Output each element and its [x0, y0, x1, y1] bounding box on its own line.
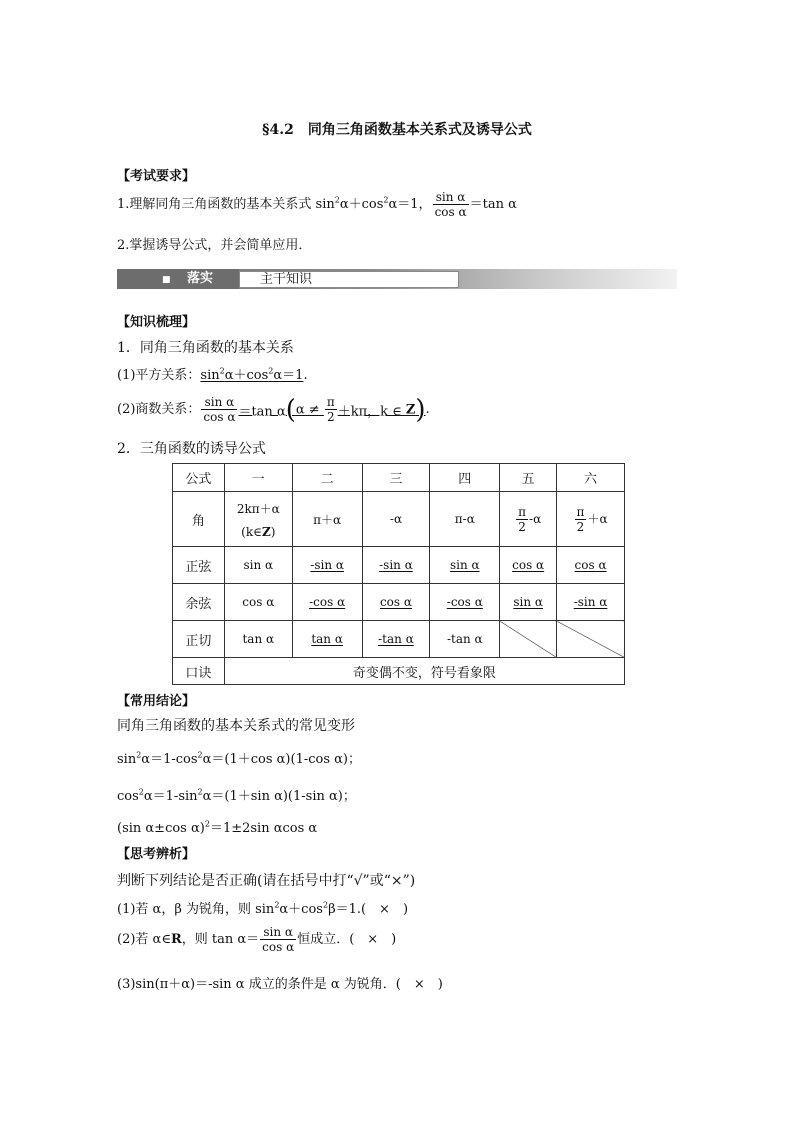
fraction-numerator: sin α	[433, 190, 469, 205]
quotient-relation-answer	[200, 395, 425, 425]
left-paren: (	[285, 394, 296, 425]
quotient-relation-label: (2)商数关系：	[117, 402, 201, 417]
header-cell: 五	[500, 464, 557, 492]
formula-3: (sin α±cos α)$^2$＝1±2sin αcos α	[117, 819, 318, 836]
header-cell: 六	[557, 464, 625, 492]
header-cell: 二	[292, 464, 362, 492]
table-cell: -sin α	[362, 547, 430, 584]
period: .	[425, 402, 430, 417]
table-cell: -sin α	[557, 584, 625, 621]
angle-tail: ＋α	[587, 511, 608, 526]
question-1: (1)若 α，β 为锐角，则 $\sin^2\alpha+\cos^2\beta=1$.( × )	[117, 900, 409, 917]
knowledge-heading: 【知识梳理】	[117, 315, 196, 330]
quotient-fraction	[201, 395, 237, 424]
pi-over-2-fraction	[516, 505, 528, 534]
integer-set-symbol: Z	[405, 402, 416, 417]
table-cell: tan α	[292, 621, 362, 658]
equals-tan: ＝tan α	[238, 404, 286, 419]
fraction-numerator: π	[326, 395, 335, 409]
table-cell: cos α	[557, 547, 625, 584]
empty-diagonal-cell	[500, 621, 557, 658]
row-label: 余弦	[173, 584, 225, 621]
exam-item-1-text: 1.理解同角三角函数的基本关系式 $\sin^2\alpha+\cos^2\alpha=1$，	[117, 195, 432, 212]
table-row-mnemonic	[173, 658, 625, 685]
square-relation-label: (1)平方关系：	[117, 368, 201, 383]
cond-close: )	[270, 524, 276, 539]
condition-text: α ≠	[295, 402, 324, 417]
question-2-text-2: ，则 tan α＝	[181, 932, 260, 947]
question-3: (3)sin(π＋α)＝-sin α 成立的条件是 α 为锐角．( × )	[117, 977, 443, 992]
angle-tail: -α	[529, 511, 542, 526]
sin-over-cos-fraction	[260, 925, 296, 954]
pi-over-2-fraction	[575, 505, 587, 534]
think-heading: 【思考辨析】	[117, 847, 196, 862]
think-intro: 判断下列结论是否正确(请在括号中打“√”或“×”)	[117, 873, 416, 889]
sin-over-cos-fraction	[433, 190, 469, 219]
banner-label-left: 落实	[187, 271, 214, 286]
header-cell: 四	[430, 464, 500, 492]
fraction-denominator: 2	[576, 519, 585, 534]
header-cell: 一	[224, 464, 292, 492]
pi-over-2-fraction	[325, 395, 337, 424]
common-conclusions-heading: 【常用结论】	[117, 694, 196, 709]
table-cell	[557, 492, 625, 547]
banner-label-right: 主干知识	[260, 272, 313, 287]
fraction-denominator: 2	[326, 410, 335, 424]
row-label: 口诀	[173, 658, 225, 685]
section-banner	[117, 269, 677, 289]
integer-set-symbol: Z	[261, 524, 271, 539]
table-header-row	[173, 464, 625, 492]
formula-1: $\sin^2\alpha=1-\cos^2\alpha=(1+\cos$ α)(1-cos α)；	[117, 750, 362, 767]
fraction-numerator: sin α	[260, 925, 296, 940]
fraction-denominator: 2	[518, 519, 526, 534]
fraction-denominator: cos α	[203, 410, 236, 424]
page-title: §4.2 同角三角函数基本关系式及诱导公式	[262, 122, 532, 138]
row-label: 角	[173, 492, 225, 547]
right-paren: )	[415, 394, 426, 425]
table-cell: -tan α	[362, 621, 430, 658]
table-cell: sin α	[430, 547, 500, 584]
table-row-sine	[173, 547, 625, 584]
square-relation	[117, 364, 308, 383]
empty-diagonal-cell	[557, 621, 625, 658]
table-cell: -tan α	[430, 621, 500, 658]
table-cell	[500, 492, 557, 547]
banner-dark-segment	[117, 269, 239, 289]
table-cell: cos α	[362, 584, 430, 621]
table-cell: sin α	[500, 584, 557, 621]
angle-condition	[225, 525, 292, 539]
exam-item-1	[117, 190, 517, 219]
cond-text: (k∈	[241, 524, 262, 539]
table-cell: cos α	[500, 547, 557, 584]
question-2	[117, 920, 396, 960]
mnemonic-cell: 奇变偶不变，符号看象限	[224, 658, 624, 685]
table-cell: -sin α	[292, 547, 362, 584]
row-label: 正弦	[173, 547, 225, 584]
fraction-numerator: π	[518, 504, 527, 519]
table-cell: π＋α	[292, 492, 362, 547]
question-2-text-3: 恒成立．( × )	[297, 932, 397, 947]
fraction-denominator: cos α	[262, 940, 295, 954]
table-cell: π-α	[430, 492, 500, 547]
fraction-numerator: sin α	[201, 395, 237, 410]
knowledge-point-2: 2．三角函数的诱导公式	[117, 441, 266, 457]
table-cell: tan α	[224, 621, 292, 658]
knowledge-point-1: 1．同角三角函数的基本关系	[117, 340, 294, 356]
condition-text-2: ＋kπ，k ∈	[337, 404, 406, 419]
exam-item-2: 2.掌握诱导公式，并会简单应用．	[117, 238, 312, 253]
table-cell: -cos α	[292, 584, 362, 621]
row-label: 正切	[173, 621, 225, 658]
table-cell: -α	[362, 492, 430, 547]
angle-expression: 2kπ＋α	[236, 501, 280, 516]
induction-formula-table	[172, 463, 625, 685]
table-row-cosine	[173, 584, 625, 621]
table-row-tangent	[173, 621, 625, 658]
banner-label-box	[239, 271, 459, 288]
common-intro: 同角三角函数的基本关系式的常见变形	[117, 718, 355, 734]
formula-2: $\cos^2\alpha=1-\sin^2\alpha=(1+\sin$ α)(1-sin α)；	[117, 787, 356, 804]
table-cell: sin α	[224, 547, 292, 584]
fraction-denominator: cos α	[434, 205, 467, 219]
exam-item-1-suffix: ＝tan α	[469, 197, 517, 212]
table-cell: -cos α	[430, 584, 500, 621]
quotient-relation	[117, 390, 430, 430]
header-cell: 三	[362, 464, 430, 492]
exam-requirements-heading: 【考试要求】	[117, 169, 196, 184]
question-2-text: (2)若 α∈	[117, 932, 171, 947]
table-cell	[224, 492, 292, 547]
fraction-numerator: π	[576, 504, 585, 519]
real-set-symbol: R	[170, 932, 182, 947]
header-cell: 公式	[173, 464, 225, 492]
square-bullet-icon: ■	[162, 275, 171, 285]
period: .	[303, 368, 308, 383]
square-relation-answer: $\sin^2\alpha+\cos^2\alpha=1$	[200, 366, 304, 383]
table-row-angle	[173, 492, 625, 547]
table-cell: cos α	[224, 584, 292, 621]
